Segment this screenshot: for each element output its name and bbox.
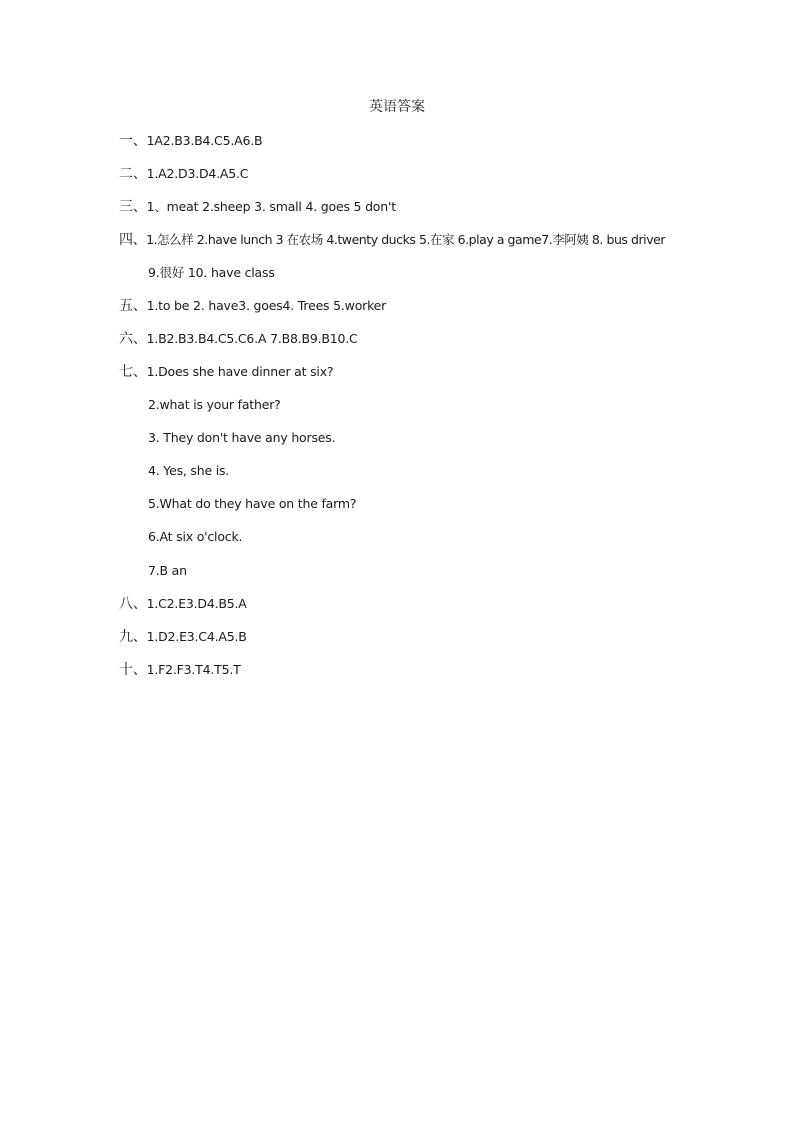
answer-section-4 bbox=[119, 231, 665, 249]
section-answers: 1.B2.B3.B4.C5.C6.A 7.B8.B9.B10.C bbox=[146, 331, 358, 346]
section-answers: 2.what is your father? bbox=[148, 397, 281, 412]
section-answers: 1.to be 2. have3. goes4. Trees 5.worker bbox=[146, 298, 387, 313]
answer-section-7 bbox=[119, 363, 333, 381]
section-answers: 3. They don't have any horses. bbox=[148, 430, 336, 445]
section-number: 三、 bbox=[119, 199, 147, 215]
section-number: 七、 bbox=[119, 364, 147, 380]
answer-section-1 bbox=[119, 132, 262, 150]
section-answers: 1.怎么样 2.have lunch 3 在农场 4.twenty ducks 5.在家 6.play a game7.李阿姨 8. bus driver bbox=[146, 232, 666, 247]
document-title: 英语答案 bbox=[369, 99, 425, 115]
section-answers: 1.F2.F3.T4.T5.T bbox=[146, 662, 241, 677]
section-answers: 5.What do they have on the farm? bbox=[148, 496, 357, 511]
section-number: 四、 bbox=[119, 232, 147, 248]
section-answers: 7.B an bbox=[148, 563, 187, 578]
answer-section-6 bbox=[119, 330, 358, 348]
section-answers: 6.At six o'clock. bbox=[148, 529, 243, 544]
answer-section-7-item-4 bbox=[148, 462, 229, 480]
answer-section-5 bbox=[119, 297, 386, 315]
answer-section-4-continued bbox=[148, 264, 275, 282]
section-answers: 9.很好 10. have class bbox=[148, 265, 275, 280]
section-number: 五、 bbox=[119, 298, 147, 314]
section-answers: 1A2.B3.B4.C5.A6.B bbox=[146, 133, 263, 148]
answer-section-8 bbox=[119, 595, 247, 613]
section-number: 一、 bbox=[119, 133, 147, 149]
answer-section-10 bbox=[119, 661, 241, 679]
answer-section-3 bbox=[119, 198, 396, 216]
section-answers: 4. Yes, she is. bbox=[148, 463, 230, 478]
answer-section-7-item-2 bbox=[148, 396, 281, 414]
section-number: 二、 bbox=[119, 166, 147, 182]
section-answers: 1.C2.E3.D4.B5.A bbox=[146, 596, 247, 611]
answer-section-7-item-3 bbox=[148, 429, 335, 447]
answer-section-7-item-7 bbox=[148, 562, 187, 580]
section-number: 九、 bbox=[119, 629, 147, 645]
section-answers: 1.A2.D3.D4.A5.C bbox=[146, 166, 249, 181]
section-number: 十、 bbox=[119, 662, 147, 678]
section-number: 八、 bbox=[119, 596, 147, 612]
section-answers: 1.D2.E3.C4.A5.B bbox=[146, 629, 247, 644]
answer-section-9 bbox=[119, 628, 247, 646]
section-answers: 1、meat 2.sheep 3. small 4. goes 5 don't bbox=[146, 199, 396, 214]
section-number: 六、 bbox=[119, 331, 147, 347]
answer-section-2 bbox=[119, 165, 248, 183]
section-answers: 1.Does she have dinner at six? bbox=[146, 364, 334, 379]
answer-section-7-item-5 bbox=[148, 495, 356, 513]
answer-section-7-item-6 bbox=[148, 528, 242, 546]
